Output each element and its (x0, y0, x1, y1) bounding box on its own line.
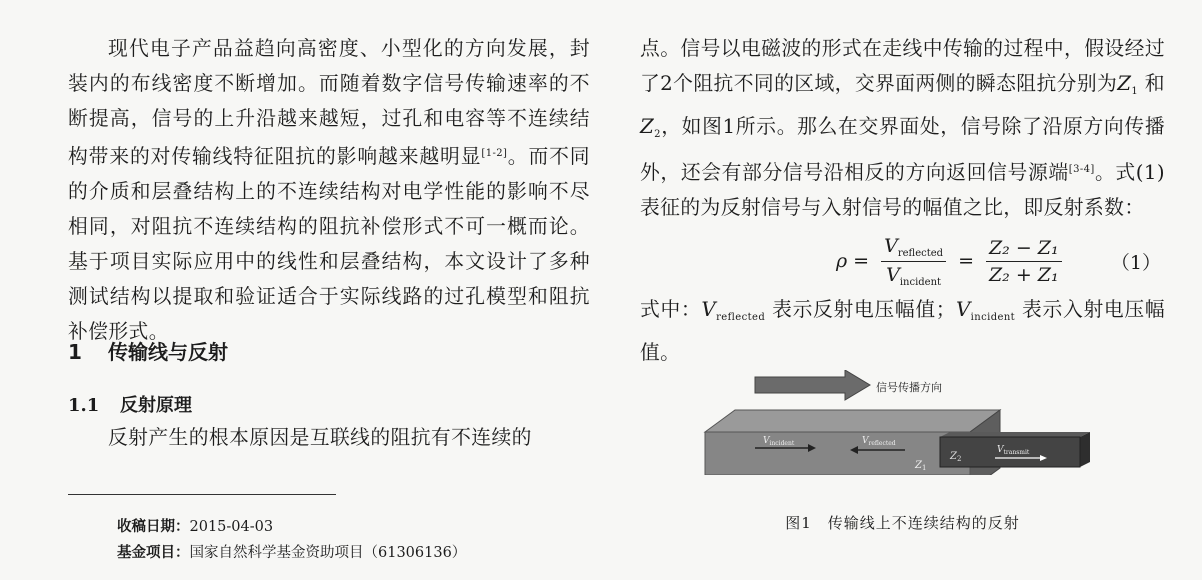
denominator-v: V (886, 263, 900, 286)
citation-1-2: [1-2] (481, 148, 508, 159)
right-para-tail: 。式(1)表征的为反射信号与入射信号的幅值之比，即反射系数： (640, 161, 1165, 219)
and-word: 和 (1138, 72, 1165, 95)
right-column (640, 31, 1165, 225)
rho-symbol: ρ (836, 250, 848, 272)
block-z1-top (705, 410, 1000, 432)
numerator-sub: reflected (897, 247, 944, 259)
fraction-numerator (881, 235, 946, 262)
citation-3-4: [3-4] (1068, 164, 1095, 175)
equation-1 (640, 232, 1165, 290)
left-column (68, 31, 590, 349)
intro-paragraph (68, 31, 590, 349)
where-prefix: 式中： (640, 298, 702, 321)
section-title: 传输线与反射 (108, 340, 228, 364)
impedance-denominator: Z₂ + Z₁ (988, 263, 1059, 286)
where-v-reflected: V (701, 298, 717, 321)
where-tail: 表示入射电压幅值。 (640, 298, 1166, 364)
fraction-denominator (883, 262, 944, 288)
right-para-head: 点。信号以电磁波的形式在走线中传输的过程中，假设经过了2个阻抗不同的区域，交界面两侧的瞬态阻抗分别为 (640, 37, 1165, 95)
equals-sign: = (853, 250, 870, 272)
section-number: 1 (68, 340, 82, 364)
z1-figure-label: $Z_1$ (915, 460, 927, 472)
reflection-paragraph: 反射产生的根本原因是互联线的阻抗有不连续的 (108, 426, 532, 449)
subsection-heading (68, 391, 192, 417)
z2-subscript: 2 (654, 129, 661, 140)
propagation-label: 信号传播方向 (876, 381, 942, 394)
section-heading (68, 336, 228, 365)
z1-subscript: 1 (1131, 86, 1139, 97)
impedance-numerator: Z₂ − Z₁ (986, 237, 1062, 262)
block-z2-top (940, 432, 1090, 437)
right-paragraph (640, 31, 1165, 225)
where-paragraph (640, 292, 1165, 370)
impedance-fraction (986, 237, 1062, 286)
fund-label: 基金项目： (117, 545, 190, 561)
where-v-incident-sub: incident (970, 312, 1016, 323)
z2-figure-label: $Z_2$ (950, 451, 962, 463)
received-date-value: 2015-04-03 (189, 519, 274, 535)
footnote-divider (68, 494, 336, 495)
propagation-arrow-icon (755, 370, 870, 400)
figure-1-diagram (700, 370, 1120, 475)
where-v-incident: V (955, 298, 971, 321)
received-date-label: 收稿日期： (117, 519, 190, 535)
numerator-v: V (884, 234, 898, 257)
intro-text-tail: 。而不同的介质和层叠结构上的不连续结构对电学性能的影响不尽相同，对阻抗不连续结构的阻抗补偿形式不可一概而论。基于项目实际应用中的线性和层叠结构，本文设计了多种测试结构以提取和验证适合于实际线路的过孔模型和阻抗补偿形式。 (68, 145, 590, 343)
subsection-title: 反射原理 (120, 395, 192, 416)
equals-sign-2: = (958, 250, 974, 272)
where-v-reflected-sub: reflected (716, 312, 766, 323)
right-para-mid: ，如图1所示。那么在交界面处，信号除了沿原方向传播外，还会有部分信号沿相反的方向返回信号源端 (640, 115, 1165, 184)
denominator-sub: incident (899, 276, 942, 288)
intro-text: 现代电子产品益趋向高密度、小型化的方向发展，封装内的布线密度不断增加。而随着数字信号传输速率的不断提高，信号的上升沿越来越短，过孔和电容等不连续结构带来的对传输线特征阻抗的影响越来越明显 (68, 37, 590, 168)
reflected-label: $V_{reflected}$ (862, 436, 896, 447)
equation-body (836, 232, 1068, 290)
equation-number: （1） (1110, 252, 1161, 274)
transmit-label: $V_{transmit}$ (997, 445, 1030, 456)
received-date-note (117, 515, 273, 536)
fund-note (117, 541, 466, 562)
ratio-fraction (881, 235, 946, 288)
z2-symbol: Z (640, 115, 655, 138)
block-z1-front (705, 432, 970, 475)
incident-label: $V_{incident}$ (763, 436, 795, 447)
z1-symbol: Z (1117, 72, 1132, 95)
fund-value: 国家自然科学基金资助项目（61306136） (189, 545, 467, 561)
figure-caption: 图1 传输线上不连续结构的反射 (785, 514, 1020, 532)
subsection-number: 1.1 (68, 395, 100, 416)
block-z2-side (1080, 432, 1090, 467)
where-mid: 表示反射电压幅值； (765, 298, 956, 321)
